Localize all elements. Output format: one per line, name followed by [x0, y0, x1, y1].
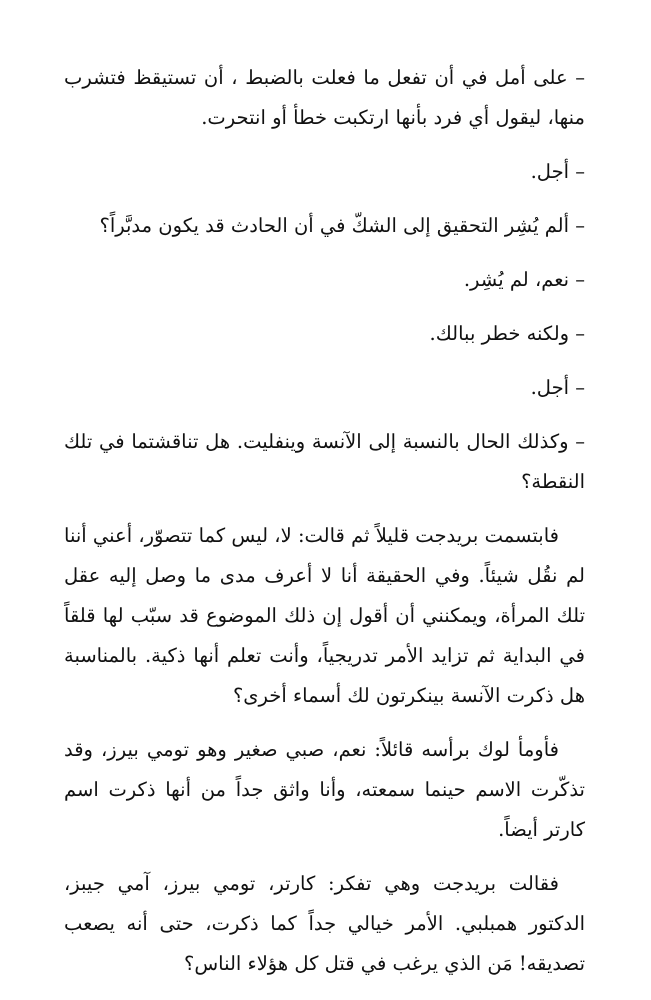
book-page [64, 58, 585, 975]
dialogue-paragraph: – نعم، لم يُشِر. [463, 268, 585, 291]
dialogue-paragraph: – وكذلك الحال بالنسبة إلى الآنسة وينفليت. هل تناقشتما في تلك النقطة؟ [64, 430, 585, 493]
dialogue-paragraph: – أجل. [530, 376, 585, 399]
dialogue-paragraph: – على أمل في أن تفعل ما فعلت بالضبط ، أن تستيقظ فتشرب منها، ليقول أي فرد بأنها ارتكبت خطأ أو انتحرت. [64, 66, 585, 129]
narrative-paragraph: فقالت بريدجت وهي تفكر: كارتر، تومي بيرز، آمي جيبز، الدكتور همبلبي. الأمر خيالي جداً كما ذكرت، حتى أنه يصعب تصديقه! مَن الذي يرغب في قتل كل هؤلاء الناس؟ [64, 872, 585, 975]
narrative-paragraph: فأومأ لوك برأسه قائلاً: نعم، صبي صغير وهو تومي بيرز، وقد تذكّرت الاسم حينما سمعته، وأنا واثق جداً من أنها ذكرت اسم كارتر أيضاً. [64, 738, 585, 841]
dialogue-paragraph: – ألم يُشِر التحقيق إلى الشكّ في أن الحادث قد يكون مدبَّراً؟ [99, 214, 585, 237]
narrative-paragraph: فابتسمت بريدجت قليلاً ثم قالت: لا، ليس كما تتصوّر، أعني أننا لم نقُل شيئاً. وفي الحقيقة أنا لا أعرف مدى ما وصل إليه عقل تلك المرأة، ويمكنني أن أقول إن ذلك الموضوع قد سبّب لها قلقاً في البداية ثم تزايد الأمر تدريجياً، وأنت تعلم أنها ذكية. بالمناسبة هل ذكرت الآنسة بينكرتون لك أسماء أخرى؟ [64, 524, 585, 707]
dialogue-paragraph: – ولكنه خطر ببالك. [429, 322, 585, 345]
dialogue-paragraph: – أجل. [530, 160, 585, 183]
